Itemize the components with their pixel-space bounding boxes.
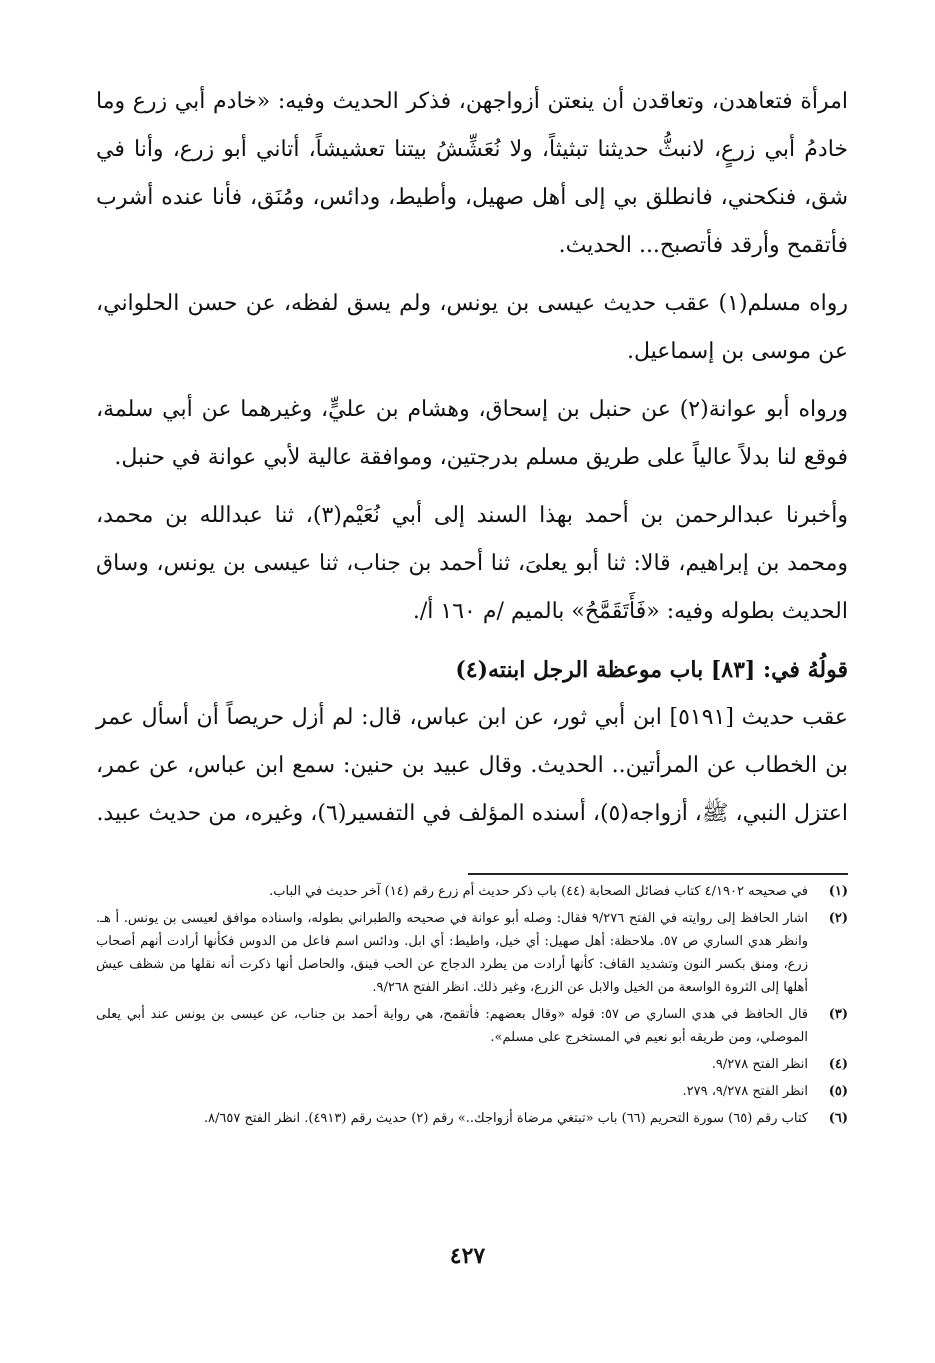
page-number: ٤٢٧ xyxy=(449,1243,486,1269)
paragraph-muslim-narration: رواه مسلم(١) عقب حديث عيسى بن يونس، ولم يسق لفظه، عن حسن الحلواني، عن موسى بن إسماعيل. xyxy=(96,291,848,364)
paragraph-abu-nuaym-chain: وأخبرنا عبدالرحمن بن أحمد بهذا السند إلى أبي نُعَيْم(٣)، ثنا عبدالله بن محمد، ومحمد بن إبراهيم، قالا: ثنا أبو يعلىَ، ثنا أحمد بن جناب، ثنا عيسى بن يونس، وساق الحديث بطوله وفيه: «فَأَتَقَمَّحُ» بالميم /م ١٦٠ أ/. xyxy=(96,503,848,624)
paragraph-abu-awana-narration: ورواه أبو عوانة(٢) عن حنبل بن إسحاق، وهشام بن عليٍّ، وغيرهما عن أبي سلمة، فوقع لنا بدلاً عالياً على طريق مسلم بدرجتين، وموافقة عالية لأبي عوانة في حنبل. xyxy=(96,397,848,470)
footnote-number: (٦) xyxy=(828,1111,848,1126)
footnote-text: انظر الفتح ٩/٢٧٨. xyxy=(711,1057,808,1072)
footnote-item xyxy=(96,1107,848,1130)
footnote-text: اشار الحافظ إلى روايته في الفتح ٩/٢٧٦ فقال: وصله أبو عوانة في صحيحه والطبراني بطوله، واسناده موافق لعيسى بن يونس. أ هـ. وانظر هدي الساري ص ٥٧. ملاحظة: أهل صهيل: أي خيل، واطيط: أي ابل. ودائس اسم فاعل من الدوس فكأنها أرادت أنهم أصحاب زرع، ومنق بكسر النون وتشديد القاف: كأنها أرادت من يطرد الدجاج عن الحب فينق، والحاصل أنها ذكرت أنه نقلها من شظف عيش أهلها إلى الثروة الواسعة من الخيل والابل عن الزرع، وغير ذلك. انظر الفتح ٩/٢٦٨. xyxy=(96,911,808,995)
footnote-item xyxy=(96,907,848,999)
footnote-separator xyxy=(468,873,848,875)
main-text xyxy=(96,78,848,838)
footnote-item xyxy=(96,1080,848,1103)
footnote-text: قال الحافظ في هدي الساري ص ٥٧: قوله «وقال بعضهم: فأتقمح، هي رواية أحمد بن جناب، عن عيسى بن يونس عند أبي يعلى الموصلي، ومن طريقه أبو نعيم في المستخرج على مسلم». xyxy=(96,1007,808,1045)
footnote-item xyxy=(96,1003,848,1049)
footnote-item xyxy=(96,1053,848,1076)
main-text-block xyxy=(96,78,848,848)
footnote-number: (٣) xyxy=(828,1007,848,1022)
paragraph-hadith-text: امرأة فتعاهدن، وتعاقدن أن ينعتن أزواجهن، فذكر الحديث وفيه: «خادم أبي زرع وما خادمُ أبي زرعٍ، لانبثُّ حديثنا تبثيثاً، ولا نُعَشِّشُ بيتنا تعشيشاً، أتاني أبو زرع، وأنا في شق، فنكحني، فانطلق بي إلى أهل صهيل، وأطيط، ودائس، ومُنَق، فأنا عنده أشرب فأتقمح وأرقد فأتصبح... الحديث. xyxy=(96,89,848,258)
footnote-number: (٤) xyxy=(828,1057,848,1072)
footnote-item xyxy=(96,880,848,903)
chapter-heading: قولُهُ في: [٨٣] باب موعظة الرجل ابنته(٤) xyxy=(455,657,848,683)
footnote-text: كتاب رقم (٦٥) سورة التحريم (٦٦) باب «تبتغي مرضاة أزواجك..» رقم (٢) حديث رقم (٤٩١٣). انظر الفتح ٨/٦٥٧. xyxy=(203,1111,808,1126)
footnote-number: (٢) xyxy=(828,911,848,926)
footnote-number: (١) xyxy=(828,884,848,899)
footnote-text: في صحيحه ٤/١٩٠٢ كتاب فضائل الصحابة (٤٤) باب ذكر حديث أم زرع رقم (١٤) آخر حديث في الباب. xyxy=(269,884,808,899)
footnotes xyxy=(96,880,848,1134)
footnote-number: (٥) xyxy=(828,1084,848,1099)
paragraph-after-heading: عقب حديث [٥١٩١] ابن أبي ثور، عن ابن عباس، قال: لم أزل حريصاً أن أسأل عمر بن الخطاب عن المرأتين.. الحديث. وقال عبيد بن حنين: سمع ابن عباس، عن عمر، اعتزل النبي، ﷺ، أزواجه(٥)، أسنده المؤلف في التفسير(٦)، وغيره، من حديث عبيد. xyxy=(96,705,848,826)
footnote-text: انظر الفتح ٩/٢٧٨، ٢٧٩. xyxy=(682,1084,808,1099)
